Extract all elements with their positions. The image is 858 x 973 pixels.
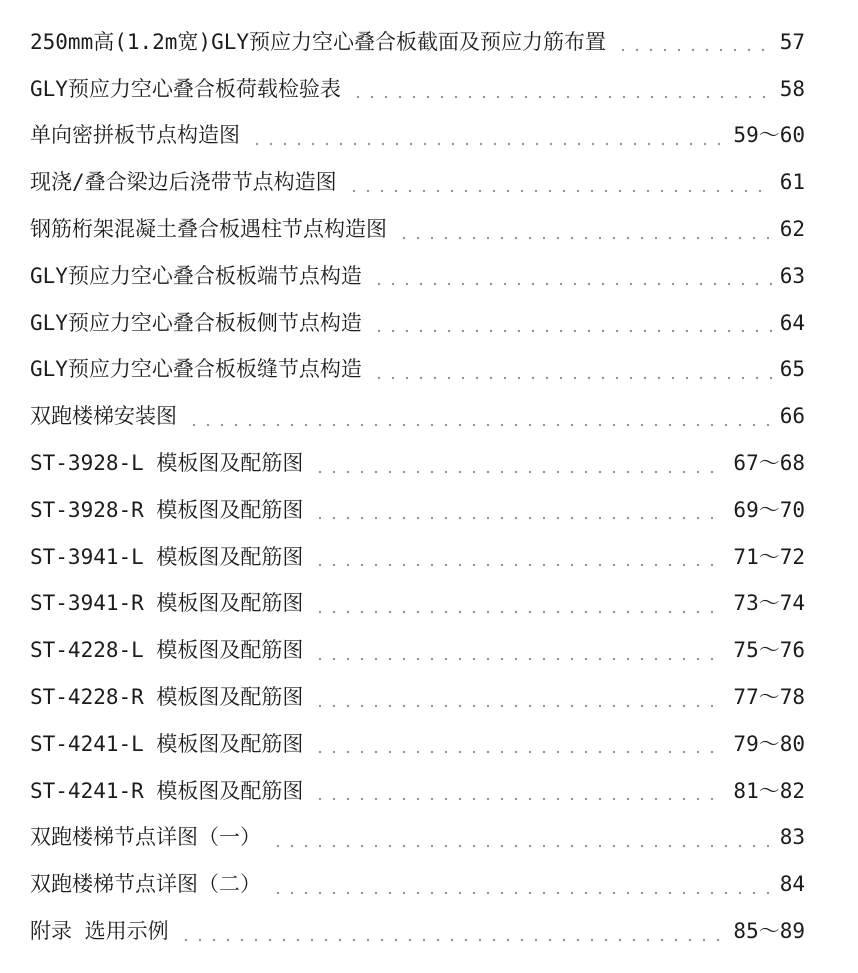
toc-entry	[30, 908, 805, 955]
toc-entry-page: 63	[779, 263, 805, 288]
dot-leader	[616, 48, 772, 52]
toc-entry-title: ST-4228-L 模板图及配筋图	[30, 638, 304, 663]
toc-entry-page: 77～78	[733, 685, 805, 710]
toc-entry-page: 73～74	[733, 591, 805, 616]
dot-leader	[313, 610, 725, 614]
toc-entry	[30, 674, 805, 721]
toc-entry-page: 83	[779, 825, 805, 850]
toc-entry-title: ST-3941-L 模板图及配筋图	[30, 544, 304, 569]
toc-entry-page: 69～70	[733, 497, 805, 522]
toc-entry-title: GLY预应力空心叠合板板缝节点构造	[30, 357, 362, 382]
toc-entry-page: 58	[779, 76, 805, 101]
dot-leader	[313, 750, 725, 754]
dot-leader	[250, 142, 725, 146]
dot-leader	[313, 704, 725, 708]
toc-entry-title: 单向密拼板节点构造图	[30, 123, 240, 148]
toc-entry	[30, 815, 805, 862]
toc-entry	[30, 113, 805, 160]
toc-entry-title: 双跑楼梯安装图	[30, 404, 177, 429]
toc-entry-title: GLY预应力空心叠合板板端节点构造	[30, 263, 362, 288]
dot-leader	[351, 95, 772, 99]
toc-entry	[30, 253, 805, 300]
toc-entry-page: 79～80	[733, 731, 805, 756]
dot-leader	[179, 938, 726, 942]
toc-entry	[30, 487, 805, 534]
toc-entry-page: 75～76	[733, 638, 805, 663]
toc-entry	[30, 861, 805, 908]
toc-entry-page: 85～89	[733, 919, 805, 944]
toc-entry-page: 64	[779, 310, 805, 335]
dot-leader	[313, 470, 725, 474]
toc-entry	[30, 393, 805, 440]
toc-entry	[30, 534, 805, 581]
dot-leader	[271, 844, 772, 848]
toc-entry-page: 81～82	[733, 778, 805, 803]
toc-entry-title: ST-3928-R 模板图及配筋图	[30, 497, 304, 522]
dot-leader	[347, 189, 772, 193]
toc-entry-title: 现浇/叠合梁边后浇带节点构造图	[30, 170, 337, 195]
toc-entry-title: 250mm高(1.2m宽)GLY预应力空心叠合板截面及预应力筋布置	[30, 29, 607, 54]
toc-entry	[30, 440, 805, 487]
toc-entry	[30, 627, 805, 674]
toc-entry-title: ST-4241-R 模板图及配筋图	[30, 778, 304, 803]
toc-entry	[30, 347, 805, 394]
toc-entry-title: ST-4228-R 模板图及配筋图	[30, 685, 304, 710]
dot-leader	[187, 423, 772, 427]
toc-entry-title: ST-3928-L 模板图及配筋图	[30, 451, 304, 476]
table-of-contents	[30, 19, 805, 955]
toc-entry-title: 双跑楼梯节点详图（二）	[30, 872, 261, 897]
dot-leader	[313, 657, 725, 661]
toc-entry-title: 钢筋桁架混凝土叠合板遇柱节点构造图	[30, 217, 387, 242]
toc-entry	[30, 581, 805, 628]
dot-leader	[313, 563, 725, 567]
toc-entry-title: GLY预应力空心叠合板板侧节点构造	[30, 310, 362, 335]
toc-entry-page: 65	[779, 357, 805, 382]
dot-leader	[313, 797, 725, 801]
dot-leader	[372, 376, 772, 380]
toc-entry-page: 84	[779, 872, 805, 897]
toc-entry-page: 67～68	[733, 451, 805, 476]
toc-entry-page: 66	[779, 404, 805, 429]
dot-leader	[397, 236, 772, 240]
toc-entry-title: ST-3941-R 模板图及配筋图	[30, 591, 304, 616]
toc-entry	[30, 159, 805, 206]
toc-entry	[30, 19, 805, 66]
toc-entry-title: ST-4241-L 模板图及配筋图	[30, 731, 304, 756]
toc-entry-page: 61	[779, 170, 805, 195]
toc-entry-page: 59～60	[733, 123, 805, 148]
toc-entry-page: 62	[779, 217, 805, 242]
toc-entry-page: 57	[779, 29, 805, 54]
toc-entry-page: 71～72	[733, 544, 805, 569]
toc-entry	[30, 206, 805, 253]
toc-entry-title: GLY预应力空心叠合板荷载检验表	[30, 76, 341, 101]
toc-entry	[30, 66, 805, 113]
dot-leader	[271, 891, 772, 895]
toc-entry-title: 附录 选用示例	[30, 919, 169, 944]
dot-leader	[313, 516, 725, 520]
toc-entry	[30, 721, 805, 768]
toc-entry	[30, 768, 805, 815]
dot-leader	[372, 329, 772, 333]
dot-leader	[372, 282, 772, 286]
toc-entry	[30, 300, 805, 347]
toc-entry-title: 双跑楼梯节点详图（一）	[30, 825, 261, 850]
